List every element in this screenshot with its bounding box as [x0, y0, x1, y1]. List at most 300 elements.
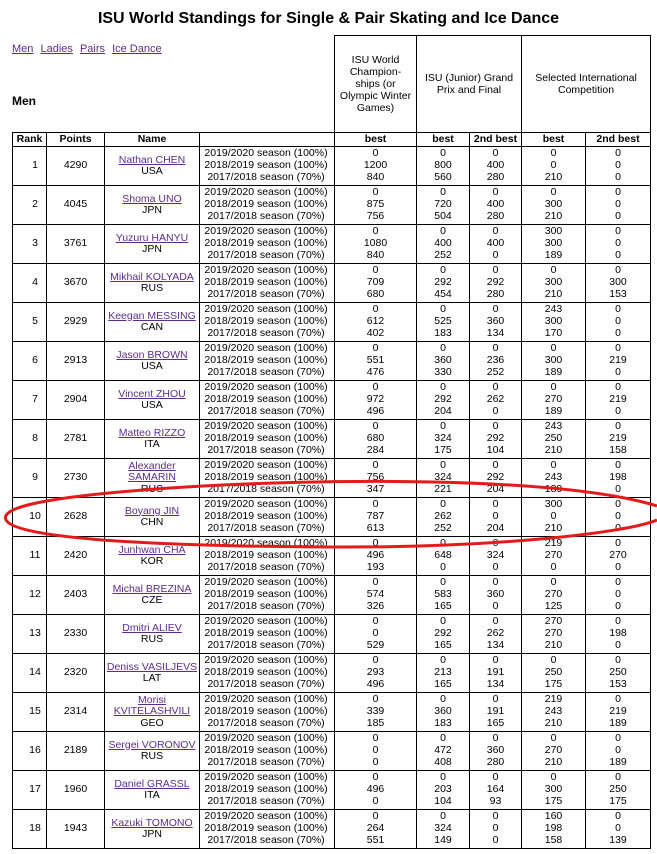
score-value: 293: [366, 666, 385, 679]
skater-link[interactable]: Nathan CHEN: [118, 153, 186, 166]
score-value: 280: [486, 170, 505, 183]
points-cell: 2189: [47, 732, 105, 771]
season-label: 2019/2020 season (100%): [204, 420, 328, 433]
int-values-cell: [522, 615, 586, 654]
score-value: 360: [486, 315, 505, 328]
season-label: 2017/2018 season (70%): [207, 404, 325, 417]
score-value: 252: [486, 365, 505, 378]
season-label: 2017/2018 season (70%): [207, 677, 325, 690]
score-value: 0: [615, 326, 621, 339]
season-label: 2017/2018 season (70%): [207, 287, 325, 300]
skater-link[interactable]: Mikhail KOLYADA: [110, 270, 194, 283]
score-value: 219: [544, 693, 563, 706]
skater-link[interactable]: Alexander SAMARIN: [128, 459, 176, 484]
score-value: 0: [615, 510, 621, 523]
skater-link[interactable]: Vincent ZHOU: [118, 387, 186, 400]
score-value: 0: [440, 381, 446, 394]
score-value: 0: [615, 404, 621, 417]
score-value: 0: [440, 264, 446, 277]
table-row: [13, 537, 651, 576]
season-label: 2019/2020 season (100%): [204, 732, 328, 745]
name-cell: [105, 498, 200, 537]
score-value: 787: [366, 510, 385, 523]
seasons-cell: [200, 576, 335, 615]
rank-cell: 13: [13, 615, 47, 654]
rank-cell: 15: [13, 693, 47, 732]
score-value: 280: [486, 209, 505, 222]
score-value: 0: [492, 560, 499, 573]
rank-cell: 6: [13, 342, 47, 381]
rank-cell: 8: [13, 420, 47, 459]
season-label: 2018/2019 season (100%): [204, 705, 328, 718]
gp-values-cell: [417, 771, 470, 810]
seasons-cell: [200, 225, 335, 264]
score-value: 213: [434, 666, 452, 679]
score-value: 0: [440, 771, 446, 784]
name-cell: [105, 264, 200, 303]
score-value: 0: [615, 186, 621, 199]
score-value: 221: [434, 482, 452, 495]
score-value: 525: [434, 315, 452, 328]
nav-link-pairs[interactable]: Pairs: [79, 43, 106, 55]
score-value: 0: [492, 732, 499, 745]
score-value: 270: [609, 549, 627, 562]
seasons-cell: [200, 537, 335, 576]
wc-values-cell: [335, 459, 417, 498]
country-code: RUS: [140, 282, 164, 294]
gp2-values-cell: [470, 225, 522, 264]
score-value: 476: [366, 365, 385, 378]
score-value: 583: [434, 588, 452, 601]
skater-link[interactable]: Boyang JIN: [124, 504, 180, 517]
skater-link[interactable]: Matteo RIZZO: [118, 426, 186, 439]
score-value: 0: [615, 521, 621, 534]
score-value: 0: [492, 381, 499, 394]
season-label: 2017/2018 season (70%): [207, 482, 325, 495]
int-values-cell: [522, 771, 586, 810]
score-value: 400: [486, 198, 505, 211]
country-code: LAT: [142, 672, 162, 684]
score-value: 0: [492, 147, 499, 160]
name-cell: [105, 732, 200, 771]
score-value: 189: [609, 716, 627, 729]
score-value: 0: [440, 576, 446, 589]
table-row: [13, 576, 651, 615]
int2-values-cell: [586, 654, 651, 693]
score-value: 270: [544, 744, 563, 757]
table-row: [13, 810, 651, 849]
wc-values-cell: [335, 771, 417, 810]
gp-values-cell: [417, 537, 470, 576]
points-cell: 4045: [47, 186, 105, 225]
score-value: 0: [615, 498, 621, 511]
score-value: 270: [544, 615, 563, 628]
col-gp-best: best: [417, 133, 470, 147]
points-cell: 3670: [47, 264, 105, 303]
score-value: 252: [434, 248, 452, 261]
score-value: 0: [440, 810, 446, 823]
country-code: USA: [141, 399, 163, 411]
table-row: [13, 615, 651, 654]
int-values-cell: [522, 303, 586, 342]
score-value: 204: [486, 482, 505, 495]
season-label: 2019/2020 season (100%): [204, 771, 328, 784]
season-label: 2019/2020 season (100%): [204, 459, 328, 472]
score-value: 0: [440, 654, 446, 667]
gp2-values-cell: [470, 186, 522, 225]
table-row: [13, 459, 651, 498]
score-value: 0: [440, 693, 446, 706]
rank-cell: 18: [13, 810, 47, 849]
score-value: 0: [492, 537, 499, 550]
season-label: 2019/2020 season (100%): [204, 342, 328, 355]
season-label: 2018/2019 season (100%): [204, 432, 328, 445]
season-label: 2019/2020 season (100%): [204, 537, 328, 550]
score-value: 250: [544, 432, 563, 445]
score-value: 496: [366, 549, 385, 562]
season-label: 2017/2018 season (70%): [207, 794, 325, 807]
score-value: 262: [434, 510, 452, 523]
nav-link-ice-dance[interactable]: Ice Dance: [112, 43, 162, 55]
name-cell: [105, 225, 200, 264]
score-value: 1080: [363, 237, 388, 250]
rank-cell: 7: [13, 381, 47, 420]
score-value: 0: [615, 342, 621, 355]
gp-values-cell: [417, 225, 470, 264]
score-value: 0: [492, 576, 499, 589]
score-value: 149: [434, 833, 452, 846]
wc-values-cell: [335, 576, 417, 615]
int-values-cell: [522, 732, 586, 771]
score-value: 0: [492, 459, 499, 472]
score-value: 175: [544, 677, 563, 690]
wc-values-cell: [335, 810, 417, 849]
season-label: 2019/2020 season (100%): [204, 225, 328, 238]
skater-link[interactable]: Shoma UNO: [122, 192, 182, 205]
season-label: 2018/2019 season (100%): [204, 627, 328, 640]
int2-values-cell: [586, 303, 651, 342]
skater-link[interactable]: Junhwan CHA: [118, 543, 186, 556]
score-value: 0: [615, 365, 621, 378]
score-value: 0: [372, 186, 379, 199]
points-cell: 2320: [47, 654, 105, 693]
season-label: 2017/2018 season (70%): [207, 443, 325, 456]
country-code: CAN: [140, 321, 164, 333]
skater-link[interactable]: Jason BROWN: [116, 348, 188, 361]
points-cell: 2904: [47, 381, 105, 420]
score-value: 139: [609, 833, 627, 846]
points-cell: 1943: [47, 810, 105, 849]
score-value: 551: [366, 354, 385, 367]
score-value: 193: [366, 560, 385, 573]
seasons-cell: [200, 147, 335, 186]
country-code: JPN: [142, 243, 162, 255]
points-cell: 2781: [47, 420, 105, 459]
season-label: 2019/2020 season (100%): [204, 654, 328, 667]
gp2-values-cell: [470, 303, 522, 342]
wc-values-cell: [335, 225, 417, 264]
gp-values-cell: [417, 654, 470, 693]
score-value: 402: [366, 326, 385, 339]
score-value: 0: [615, 209, 621, 222]
skater-link[interactable]: Dmitri ALIEV: [122, 621, 182, 634]
name-cell: [105, 771, 200, 810]
gp-values-cell: [417, 303, 470, 342]
score-value: 0: [372, 147, 379, 160]
season-label: 2019/2020 season (100%): [204, 576, 328, 589]
season-label: 2018/2019 season (100%): [204, 237, 328, 250]
country-code: CHN: [140, 516, 164, 528]
score-value: 219: [544, 537, 563, 550]
name-cell: [105, 654, 200, 693]
score-value: 0: [440, 147, 446, 160]
score-value: 400: [434, 237, 452, 250]
table-row: [13, 771, 651, 810]
score-value: 284: [366, 443, 385, 456]
wc-values-cell: [335, 342, 417, 381]
int-values-cell: [522, 693, 586, 732]
score-value: 324: [434, 471, 452, 484]
gp2-values-cell: [470, 420, 522, 459]
score-value: 0: [550, 264, 557, 277]
score-value: 270: [544, 627, 563, 640]
score-value: 680: [366, 287, 385, 300]
score-value: 204: [434, 404, 452, 417]
season-label: 2019/2020 season (100%): [204, 264, 328, 277]
skater-link[interactable]: Sergei VORONOV: [108, 738, 196, 751]
score-value: 183: [434, 716, 452, 729]
score-value: 0: [492, 822, 499, 835]
table-row: [13, 264, 651, 303]
season-label: 2018/2019 season (100%): [204, 510, 328, 523]
season-label: 2018/2019 season (100%): [204, 393, 328, 406]
score-value: 720: [434, 198, 452, 211]
gp2-values-cell: [470, 342, 522, 381]
name-cell: [105, 342, 200, 381]
score-value: 0: [615, 560, 621, 573]
score-value: 175: [544, 794, 563, 807]
score-value: 0: [492, 248, 499, 261]
score-value: 0: [615, 303, 621, 316]
season-label: 2018/2019 season (100%): [204, 549, 328, 562]
rank-cell: 12: [13, 576, 47, 615]
score-value: 0: [372, 303, 379, 316]
score-value: 165: [434, 638, 452, 651]
score-value: 0: [615, 264, 621, 277]
score-value: 326: [366, 599, 385, 612]
score-value: 0: [615, 732, 621, 745]
gp2-values-cell: [470, 693, 522, 732]
skater-link[interactable]: Deniss VASILJEVS: [106, 660, 198, 673]
score-value: 243: [544, 705, 563, 718]
score-value: 0: [372, 459, 379, 472]
score-value: 0: [492, 833, 499, 846]
name-cell: [105, 147, 200, 186]
points-cell: 2628: [47, 498, 105, 537]
score-value: 330: [434, 365, 452, 378]
name-cell: [105, 810, 200, 849]
score-value: 0: [615, 615, 621, 628]
score-value: 0: [615, 654, 621, 667]
score-value: 104: [486, 443, 505, 456]
season-label: 2017/2018 season (70%): [207, 599, 325, 612]
score-value: 292: [434, 627, 452, 640]
country-code: ITA: [144, 789, 160, 801]
season-label: 2017/2018 season (70%): [207, 248, 325, 261]
table-row: [13, 225, 651, 264]
score-value: 324: [486, 549, 505, 562]
score-value: 0: [615, 537, 621, 550]
country-code: KOR: [140, 555, 164, 567]
score-value: 175: [609, 794, 627, 807]
nav-link-men[interactable]: Men: [12, 43, 34, 55]
score-value: 496: [366, 677, 385, 690]
col-int-2nd: 2nd best: [586, 133, 651, 147]
country-code: CZE: [141, 594, 163, 606]
score-value: 250: [609, 666, 627, 679]
standings-table: [12, 35, 651, 849]
rank-cell: 16: [13, 732, 47, 771]
score-value: 0: [550, 771, 557, 784]
score-value: 709: [366, 276, 385, 289]
score-value: 360: [486, 744, 505, 757]
gp2-values-cell: [470, 264, 522, 303]
int2-values-cell: [586, 576, 651, 615]
country-code: RUS: [140, 633, 164, 645]
points-cell: 3761: [47, 225, 105, 264]
score-value: 219: [609, 705, 627, 718]
skater-link[interactable]: Michal BREZINA: [112, 582, 192, 595]
score-value: 472: [434, 744, 452, 757]
nav-link-ladies[interactable]: Ladies: [40, 43, 73, 55]
score-value: 0: [615, 810, 621, 823]
score-value: 158: [609, 443, 627, 456]
score-value: 189: [544, 482, 563, 495]
skater-link[interactable]: Daniel GRASSL: [114, 777, 190, 790]
country-code: RUS: [140, 482, 164, 495]
score-value: 0: [492, 771, 499, 784]
int2-values-cell: [586, 732, 651, 771]
score-value: 250: [544, 666, 563, 679]
score-value: 210: [544, 443, 563, 456]
score-value: 972: [366, 393, 385, 406]
name-cell: [105, 420, 200, 459]
score-value: 0: [615, 693, 621, 706]
name-cell: [105, 537, 200, 576]
rank-cell: 4: [13, 264, 47, 303]
score-value: 210: [544, 638, 563, 651]
score-value: 360: [486, 588, 505, 601]
score-value: 0: [372, 771, 379, 784]
seasons-cell: [200, 732, 335, 771]
gp-values-cell: [417, 186, 470, 225]
country-code: RUS: [140, 750, 164, 762]
score-value: 504: [434, 209, 452, 222]
seasons-cell: [200, 420, 335, 459]
score-value: 243: [544, 303, 563, 316]
score-value: 243: [544, 420, 563, 433]
name-cell: [105, 459, 200, 498]
score-value: 0: [492, 303, 499, 316]
country-code: GEO: [140, 716, 164, 729]
score-value: 210: [544, 521, 563, 534]
score-value: 0: [372, 498, 379, 511]
season-label: 2019/2020 season (100%): [204, 498, 328, 511]
table-row: [13, 147, 651, 186]
int2-values-cell: [586, 537, 651, 576]
score-value: 0: [372, 654, 379, 667]
table-row: [13, 498, 651, 537]
score-value: 0: [372, 693, 379, 706]
gp-values-cell: [417, 576, 470, 615]
season-label: 2017/2018 season (70%): [207, 521, 325, 534]
score-value: 0: [615, 599, 621, 612]
rank-cell: 1: [13, 147, 47, 186]
score-value: 0: [440, 560, 446, 573]
int-values-cell: [522, 498, 586, 537]
int2-values-cell: [586, 615, 651, 654]
score-value: 0: [492, 654, 499, 667]
gp2-values-cell: [470, 771, 522, 810]
col-wc-best: best: [335, 133, 417, 147]
int2-values-cell: [586, 186, 651, 225]
section-title: Men: [12, 94, 36, 108]
score-value: 0: [615, 459, 621, 472]
skater-link[interactable]: Keegan MESSING: [108, 309, 196, 322]
int2-values-cell: [586, 264, 651, 303]
gp-values-cell: [417, 381, 470, 420]
score-value: 0: [372, 615, 379, 628]
int2-values-cell: [586, 693, 651, 732]
score-value: 0: [615, 638, 621, 651]
points-cell: 2420: [47, 537, 105, 576]
skater-link[interactable]: Yuzuru HANYU: [115, 231, 189, 244]
score-value: 0: [615, 237, 621, 250]
score-value: 0: [615, 248, 621, 261]
wc-values-cell: [335, 693, 417, 732]
seasons-cell: [200, 654, 335, 693]
score-value: 134: [486, 326, 505, 339]
score-value: 219: [609, 393, 627, 406]
score-value: 0: [550, 560, 557, 573]
score-value: 125: [544, 599, 563, 612]
score-value: 0: [615, 588, 621, 601]
col-rank: Rank: [13, 133, 47, 147]
score-value: 191: [486, 666, 505, 679]
skater-link[interactable]: Morisi KVITELASHVILI: [113, 693, 191, 718]
score-value: 0: [615, 315, 621, 328]
rank-cell: 9: [13, 459, 47, 498]
country-code: USA: [141, 360, 163, 372]
score-value: 0: [492, 599, 499, 612]
int2-values-cell: [586, 342, 651, 381]
table-row: [13, 381, 651, 420]
score-value: 300: [544, 354, 563, 367]
score-value: 0: [492, 225, 499, 238]
rank-cell: 3: [13, 225, 47, 264]
score-value: 292: [486, 471, 505, 484]
score-value: 191: [486, 705, 505, 718]
wc-values-cell: [335, 654, 417, 693]
int-values-cell: [522, 342, 586, 381]
score-value: 0: [492, 186, 499, 199]
score-value: 280: [486, 755, 505, 768]
score-value: 160: [544, 810, 563, 823]
score-value: 756: [366, 209, 385, 222]
skater-link[interactable]: Kazuki TOMONO: [111, 816, 193, 829]
points-cell: 2314: [47, 693, 105, 732]
rank-cell: 10: [13, 498, 47, 537]
